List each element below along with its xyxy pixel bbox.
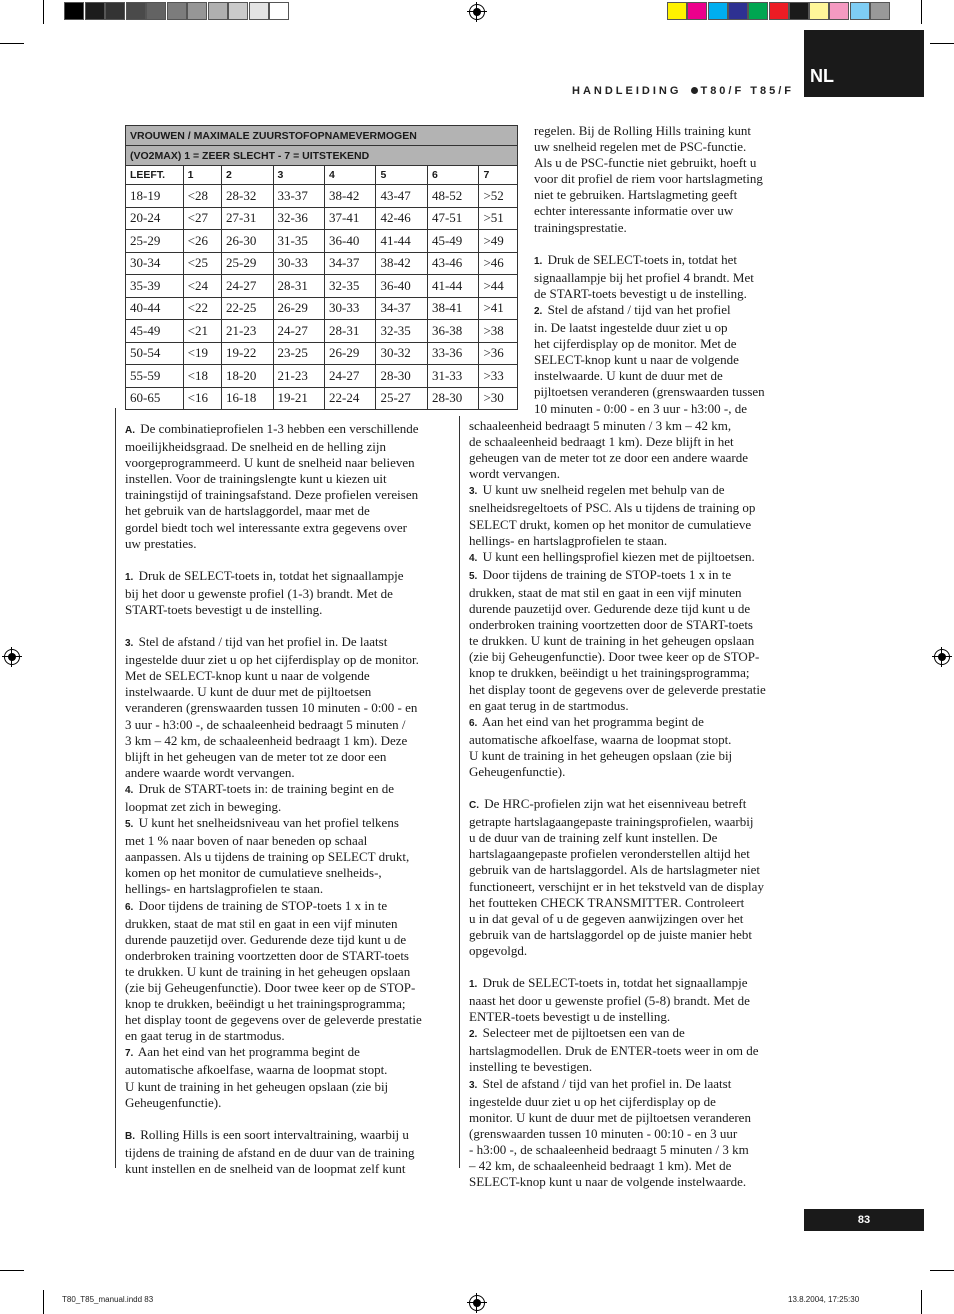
table-cell: 30-34 xyxy=(126,252,184,275)
table-cell: 31-35 xyxy=(273,230,324,253)
step-number: 4. xyxy=(469,552,478,564)
right-top-column xyxy=(534,123,789,417)
step-number: 2. xyxy=(469,1029,478,1041)
table-cell: <21 xyxy=(183,320,221,343)
step-number: 1. xyxy=(469,979,478,990)
section-a xyxy=(125,421,450,552)
table-cell: 40-44 xyxy=(126,297,184,320)
table-cell: >36 xyxy=(479,342,518,365)
column-header: 4 xyxy=(324,166,375,185)
table-cell: 18-20 xyxy=(222,365,273,388)
crop-mark xyxy=(930,43,954,44)
step-6 xyxy=(469,714,794,780)
crop-mark xyxy=(921,1290,922,1314)
table-cell: 30-33 xyxy=(324,297,375,320)
crop-mark xyxy=(43,0,44,24)
section-letter: B. xyxy=(125,1130,135,1142)
table-cell: 23-25 xyxy=(273,342,324,365)
step-text: Door tijdens de training de STOP-toets 1 x in te drukken, staat de mat stil en gaat in een vijf minuten durende pauzetijd over. Gedurende deze tijd kunt u de onderbroken training voortzetten door de START-toets te drukken. U kunt de training in het geheugen opslaan (zie bij Geheugenfunctie). Door twee keer op de STOP- knop te drukken, beëindigt u het trainingsprogramma; het display toont de gegevens over de geleverde prestatie en gaat terug in de startmodus. xyxy=(469,566,766,713)
gray-swatch xyxy=(126,2,146,20)
gray-swatch xyxy=(105,2,125,20)
left-column xyxy=(125,421,450,1177)
table-cell: 41-44 xyxy=(376,230,427,253)
table-row xyxy=(126,207,518,230)
table-cell: 26-29 xyxy=(273,297,324,320)
step-number: 6. xyxy=(125,901,134,913)
running-header xyxy=(572,85,794,97)
section-text: De combinatieprofielen 1-3 hebben een verschillende moeilijkheidsgraad. De snelheid en de helling zijn voorgeprogrammeerd. U kunt de snelheid naar believen instellen. Voor de trainingslengte kunt u kiezen uit trainingstijd of trainingsafstand. Deze profielen vereisen het gebruik van de hartslaggordel, maar met de gordel biedt toch wel interessante extra gegevens over uw prestaties. xyxy=(125,421,419,551)
registration-mark-icon xyxy=(469,4,485,20)
crop-mark xyxy=(930,1270,954,1271)
table-cell: >49 xyxy=(479,230,518,253)
step-number: 1. xyxy=(534,255,543,267)
section-text: Rolling Hills is een soort intervaltraining, waarbij u tijdens de training de afstand en de duur van de training kunt instellen en de snelheid van de loopmat zelf kunt xyxy=(125,1126,415,1176)
step-4 xyxy=(469,549,794,567)
table-cell: 32-35 xyxy=(324,275,375,298)
table-row xyxy=(126,297,518,320)
gray-swatch xyxy=(85,2,105,20)
table-cell: 32-36 xyxy=(273,207,324,230)
step-1 xyxy=(125,568,450,618)
gray-swatch xyxy=(269,2,289,20)
table-cell: 33-36 xyxy=(427,342,478,365)
step-2 xyxy=(534,302,789,417)
step-2 xyxy=(469,1025,794,1075)
column-header: 1 xyxy=(183,166,221,185)
table-cell: 34-37 xyxy=(376,297,427,320)
step-text: U kunt uw snelheid regelen met behulp van de snelheidsregeltoets of PSC. Als u tijdens de training op SELECT drukt, komen op het monitor de cumulatieve hellings- en hartslagprofielen te staan. xyxy=(469,482,756,548)
table-cell: 60-65 xyxy=(126,387,184,410)
table-cell: >44 xyxy=(479,275,518,298)
color-swatch xyxy=(809,2,829,20)
table-cell: 38-42 xyxy=(324,185,375,208)
color-swatch xyxy=(870,2,890,20)
table-cell: 16-18 xyxy=(222,387,273,410)
table-title-line2: (VO2MAX) 1 = ZEER SLECHT - 7 = UITSTEKEND xyxy=(126,146,518,166)
color-swatch xyxy=(769,2,789,20)
table-cell: 38-42 xyxy=(376,252,427,275)
column-header: LEEFT. xyxy=(126,166,184,185)
step-text: U kunt het snelheidsniveau van het profiel telkens met 1 % naar boven of naar beneden op schaal aanpassen. Als u tijdens de training op SELECT drukt, komen op het monitor de cumulatieve snelheids-, hellings- en hartslagprofielen te staan. xyxy=(125,815,410,897)
bullet-icon xyxy=(691,87,698,94)
registration-mark-icon xyxy=(4,649,20,665)
step-3 xyxy=(125,634,450,781)
table-cell: 36-40 xyxy=(324,230,375,253)
table-cell: 42-46 xyxy=(376,207,427,230)
crop-mark xyxy=(0,43,24,44)
step-5 xyxy=(469,567,794,714)
table-cell: 34-37 xyxy=(324,252,375,275)
color-swatch xyxy=(829,2,849,20)
column-header: 6 xyxy=(427,166,478,185)
section-letter: C. xyxy=(469,800,479,812)
table-cell: 25-27 xyxy=(376,387,427,410)
table-row xyxy=(126,342,518,365)
table-cell: 28-32 xyxy=(222,185,273,208)
step-number: 3. xyxy=(469,486,478,498)
gray-swatch xyxy=(167,2,187,20)
table-cell: 28-30 xyxy=(427,387,478,410)
section-text: De HRC-profielen zijn wat het eisenniveau betreft getrapte hartslagaangepaste trainingsprofielen, waarbij u de duur van de training zelf kunt instellen. De hartslagaangepaste profielen veronderstellen altijd het gebruik van de hartslaggordel. Als de hartslagmeter niet functioneert, verschijnt er in het tekstveld van de display het foutteken CHECK TRANSMITTER. Controleert u in dat geval of u de gegeven aanwijzingen over het gebruik van de hartslaggordel op de juiste manier hebt opgevolgd. xyxy=(469,796,764,958)
table-row xyxy=(126,275,518,298)
table-cell: >38 xyxy=(479,320,518,343)
table-cell: 48-52 xyxy=(427,185,478,208)
gray-swatch xyxy=(146,2,166,20)
section-b xyxy=(125,1127,450,1177)
vo2max-table xyxy=(125,125,518,410)
column-rule xyxy=(459,416,460,1168)
color-swatch xyxy=(748,2,768,20)
table-cell: >51 xyxy=(479,207,518,230)
table-cell: 21-23 xyxy=(273,365,324,388)
step-number: 5. xyxy=(125,819,134,831)
registration-mark-icon xyxy=(934,649,950,665)
table-header-row xyxy=(126,166,518,185)
step-1 xyxy=(534,252,789,302)
step-text: Druk de SELECT-toets in, totdat het signaallampje bij het profiel 4 brandt. Met de START-toets bevestigt u de instelling. xyxy=(534,251,754,301)
table-cell: 41-44 xyxy=(427,275,478,298)
table-cell: 50-54 xyxy=(126,342,184,365)
table-cell: 24-27 xyxy=(222,275,273,298)
date-slug: 13.8.2004, 17:25:30 xyxy=(788,1295,860,1304)
step-text: Selecteer met de pijltoetsen een van de hartslagmodellen. Druk de ENTER-toets weer in om de instelling te bevestigen. xyxy=(469,1025,759,1075)
table-cell: <27 xyxy=(183,207,221,230)
color-swatch xyxy=(728,2,748,20)
table-row xyxy=(126,320,518,343)
header-models: T80/F T85/F xyxy=(700,85,794,97)
step-6 xyxy=(125,898,450,1045)
step-text: Aan het eind van het programma begint de automatische afkoelfase, waarna de loopmat stopt. U kunt de training in het geheugen opslaan (zie bij Geheugenfunctie). xyxy=(125,1044,389,1110)
table-cell: 45-49 xyxy=(427,230,478,253)
gray-swatch xyxy=(208,2,228,20)
paragraph: regelen. Bij de Rolling Hills training kunt uw snelheid regelen met de PSC-functie. Als u de PSC-functie niet gebruikt, hoeft u voor dit profiel de riem voor hartslagmeting niet te gebruiken. Hartslagmeting geeft echter interessante informatie over uw trainingsprestatie. xyxy=(534,123,763,235)
table-cell: 19-22 xyxy=(222,342,273,365)
table-cell: 26-29 xyxy=(324,342,375,365)
table-cell: 28-31 xyxy=(324,320,375,343)
step-number: 6. xyxy=(469,717,478,729)
column-header: 2 xyxy=(222,166,273,185)
column-header: 7 xyxy=(479,166,518,185)
table-cell: 27-31 xyxy=(222,207,273,230)
color-swatch xyxy=(850,2,870,20)
crop-mark xyxy=(43,1290,44,1314)
step-text: Druk de SELECT-toets in, totdat het signaallampje naast het door u gewenste profiel (5-8) brandt. Met de ENTER-toets bevestigt u de instelling. xyxy=(469,975,750,1025)
registration-mark-icon xyxy=(469,1295,485,1311)
table-cell: 31-33 xyxy=(427,365,478,388)
column-header: 3 xyxy=(273,166,324,185)
crop-mark xyxy=(0,1270,24,1271)
step-text: Stel de afstand / tijd van het profiel in. De laatst ingestelde duur ziet u op het cijferdisplay op de monitor. Met de SELECT-knop kunt u naar de volgende instelwaarde. U kunt de duur met de pijltoetsen veranderen (grenswaarden tussen 10 minuten - 0:00 - en 3 uur - h3:00 -, de schaaleenheid bedraagt 5 minuten / 3 km – 42 km, de schaaleenheid bedraagt 1 km). Deze blijft in het geheugen van de meter tot ze door een andere waarde wordt vervangen. xyxy=(125,634,419,780)
table-cell: 22-24 xyxy=(324,387,375,410)
table-cell: 19-21 xyxy=(273,387,324,410)
step-7 xyxy=(125,1044,450,1110)
step-3 xyxy=(469,482,794,548)
table-cell: 30-32 xyxy=(376,342,427,365)
column-header: 5 xyxy=(376,166,427,185)
table-cell: 22-25 xyxy=(222,297,273,320)
step-text: U kunt een hellingsprofiel kiezen met de pijltoetsen. xyxy=(482,548,755,564)
table-cell: 24-27 xyxy=(273,320,324,343)
table-cell: 37-41 xyxy=(324,207,375,230)
language-label: NL xyxy=(810,66,834,86)
table-cell: <19 xyxy=(183,342,221,365)
table-cell: 36-40 xyxy=(376,275,427,298)
step-number: 5. xyxy=(469,570,478,582)
table-cell: <26 xyxy=(183,230,221,253)
table-cell: 45-49 xyxy=(126,320,184,343)
step-number: 1. xyxy=(125,571,134,583)
table-row xyxy=(126,230,518,253)
table-cell: 33-37 xyxy=(273,185,324,208)
table-cell: 32-35 xyxy=(376,320,427,343)
step-text: Druk de SELECT-toets in, totdat het signaallampje bij het door u gewenste profiel (1-3) brandt. Met de START-toets bevestigt u de instelling. xyxy=(125,567,404,617)
step-number: 7. xyxy=(125,1048,134,1060)
color-swatch xyxy=(667,2,687,20)
table-cell: 25-29 xyxy=(222,252,273,275)
step-number: 4. xyxy=(125,784,134,796)
step-4 xyxy=(125,781,450,815)
table-cell: 30-33 xyxy=(273,252,324,275)
crop-mark xyxy=(921,0,922,24)
table-cell: <22 xyxy=(183,297,221,320)
table-cell: 20-24 xyxy=(126,207,184,230)
step-3 xyxy=(469,1076,794,1191)
color-swatch xyxy=(708,2,728,20)
color-swatch xyxy=(789,2,809,20)
table-cell: <28 xyxy=(183,185,221,208)
section-c xyxy=(469,796,794,959)
gray-swatch xyxy=(64,2,84,20)
gray-swatch xyxy=(249,2,269,20)
table-title-line1: VROUWEN / MAXIMALE ZUURSTOFOPNAMEVERMOGEN xyxy=(126,126,518,146)
step-text: Druk de START-toets in: de training begint en de loopmat zet zich in beweging. xyxy=(125,780,395,814)
file-slug: T80_T85_manual.indd 83 xyxy=(62,1295,154,1304)
table-cell: <25 xyxy=(183,252,221,275)
header-title: HANDLEIDING xyxy=(572,85,682,97)
table-cell: 24-27 xyxy=(324,365,375,388)
table-cell: 43-46 xyxy=(427,252,478,275)
table-cell: <18 xyxy=(183,365,221,388)
table-cell: 28-31 xyxy=(273,275,324,298)
table-cell: 36-38 xyxy=(427,320,478,343)
table-cell: <16 xyxy=(183,387,221,410)
table-cell: 43-47 xyxy=(376,185,427,208)
section-letter: A. xyxy=(125,425,135,436)
table-cell: 18-19 xyxy=(126,185,184,208)
table-cell: >30 xyxy=(479,387,518,410)
table-row xyxy=(126,365,518,388)
table-cell: 38-41 xyxy=(427,297,478,320)
step-number: 2. xyxy=(534,305,543,317)
language-tab xyxy=(804,30,924,97)
table-cell: >46 xyxy=(479,252,518,275)
color-swatch xyxy=(687,2,707,20)
table-cell: 21-23 xyxy=(222,320,273,343)
step-text: Door tijdens de training de STOP-toets 1 x in te drukken, staat de mat stil en gaat in een vijf minuten durende pauzetijd over. Gedurende deze tijd kunt u de onderbroken training voortzetten door de START-toets te drukken. U kunt de training in het geheugen opslaan (zie bij Geheugenfunctie). Door twee keer op de STOP- knop te drukken, beëindigt u het trainingsprogramma; het display toont de gegevens over de geleverde prestatie en gaat terug in de startmodus. xyxy=(125,897,422,1044)
table-cell: <24 xyxy=(183,275,221,298)
step-5 xyxy=(125,815,450,897)
step-text: Stel de afstand / tijd van het profiel in. De laatst ingestelde duur ziet u op het cijferdisplay op de monitor. Met de SELECT-knop kunt u naar de volgende instelwaarde. U kunt de duur met de pijltoetsen veranderen (grenswaarden tussen 10 minuten - 0:00 - en 3 uur - h3:00 -, de xyxy=(534,301,765,416)
step-number: 3. xyxy=(469,1079,478,1091)
page-number: 83 xyxy=(804,1209,924,1231)
step-text: Aan het eind van het programma begint de automatische afkoelfase, waarna de loopmat stopt. U kunt de training in het geheugen opslaan (zie bij Geheugenfunctie). xyxy=(469,713,733,779)
step-1 xyxy=(469,975,794,1025)
table-row xyxy=(126,387,518,410)
right-column xyxy=(469,418,794,1190)
table-cell: 26-30 xyxy=(222,230,273,253)
gray-swatch xyxy=(187,2,207,20)
table-row xyxy=(126,252,518,275)
gray-swatch xyxy=(228,2,248,20)
table-cell: 35-39 xyxy=(126,275,184,298)
table-cell: >41 xyxy=(479,297,518,320)
table-row xyxy=(126,185,518,208)
step-number: 3. xyxy=(125,638,134,650)
table-cell: 55-59 xyxy=(126,365,184,388)
paragraph: schaaleenheid bedraagt 5 minuten / 3 km – 42 km, de schaaleenheid bedraagt 1 km). Deze blijft in het geheugen van de meter tot ze door een andere waarde wordt vervangen. xyxy=(469,418,748,482)
table-cell: 28-30 xyxy=(376,365,427,388)
table-cell: >52 xyxy=(479,185,518,208)
table-cell: >33 xyxy=(479,365,518,388)
table-cell: 25-29 xyxy=(126,230,184,253)
step-text: Stel de afstand / tijd van het profiel in. De laatst ingestelde duur ziet u op het cijferdisplay op de monitor. U kunt de duur met de pijltoetsen veranderen (grenswaarden tussen 10 minuten - 00:10 - en 3 uur - h3:00 -, de schaaleenheid bedraagt 5 minuten / 3 km – 42 km, de schaaleenheid bedraagt 1 km). Met de SELECT-knop kunt u naar de volgende instelwaarde. xyxy=(469,1075,751,1190)
table-cell: 47-51 xyxy=(427,207,478,230)
column-rule xyxy=(115,408,116,1168)
